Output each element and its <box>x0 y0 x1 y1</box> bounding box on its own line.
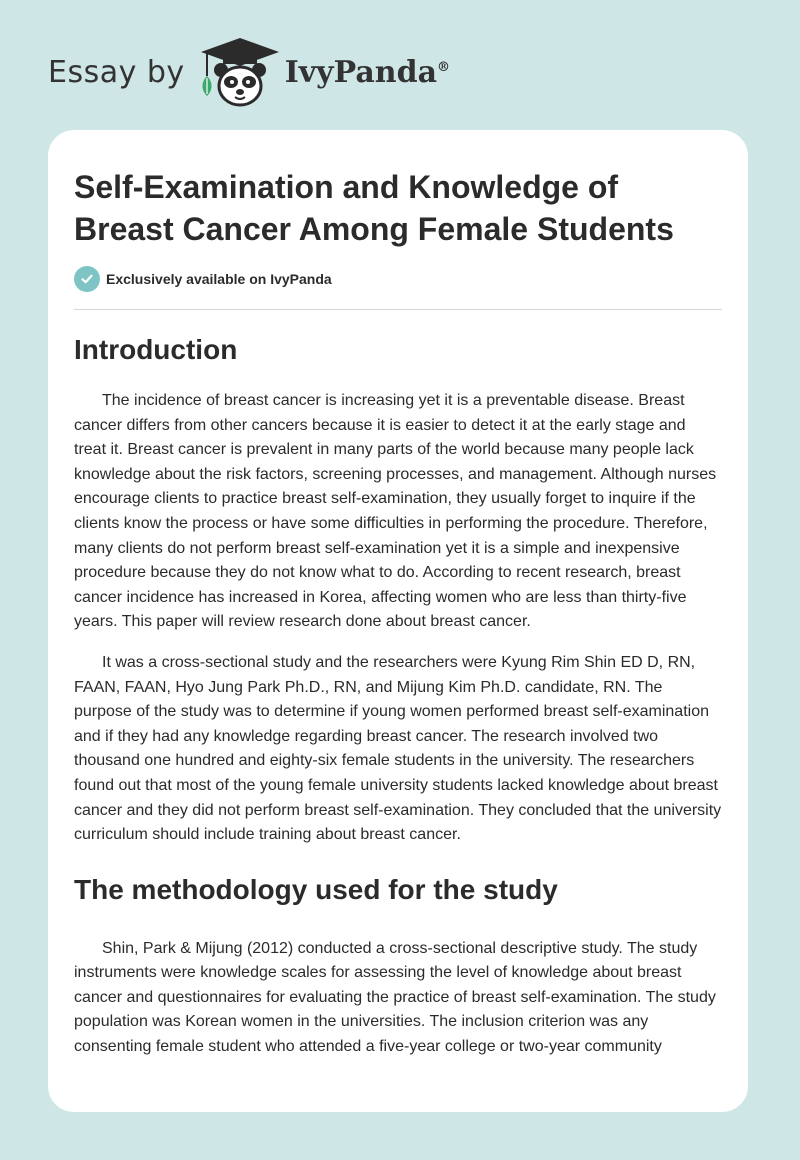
brand-name[interactable] <box>285 55 450 90</box>
brand-prefix: Essay by <box>48 54 185 90</box>
exclusive-badge-text: Exclusively available on IvyPanda <box>106 271 332 287</box>
section-heading-introduction: Introduction <box>74 334 238 365</box>
section-heading-methodology: The methodology used for the study <box>74 873 558 905</box>
panda-graduate-icon[interactable] <box>199 36 281 108</box>
essay-title: Self-Examination and Knowledge of Breast Cancer Among Female Students <box>74 169 674 247</box>
essay-card <box>48 130 748 1112</box>
check-circle-icon <box>74 266 100 292</box>
intro-paragraph-2: It was a cross-sectional study and the researchers were Kyung Rim Shin ED D, RN, FAAN, FAAN, Hyo Jung Park Ph.D., RN, and Mijung Kim Ph.D. candidate, RN. The purpose of the study was to determine if young women performed breast self-examination and if they had any knowledge regarding breast cancer. The research involved two thousand one hundred and eighty-six female students in the university. The researchers found out that most of the young female university students lacked knowledge about breast cancer and they did not perform breast self-examination. They concluded that the university curriculum should include training about breast cancer. <box>74 653 722 844</box>
registered-mark: ® <box>437 59 451 75</box>
brand-name-text: IvyPanda <box>284 54 438 90</box>
site-header <box>48 36 450 108</box>
methodology-paragraph-1: Shin, Park & Mijung (2012) conducted a cross-sectional descriptive study. The study instruments were knowledge scales for assessing the level of knowledge about breast cancer and questionnaires for evaluating the practice of breast self-examination. The study population was Korean women in the universities. The inclusion criterion was any consenting female student who attended a five-year college or two-year community <box>74 939 716 1056</box>
title-divider <box>74 309 722 310</box>
intro-paragraph-1: The incidence of breast cancer is increasing yet it is a preventable disease. Breast cancer differs from other cancers because it is easier to detect it at the early stage and treat it. Breast cancer is prevalent in many parts of the world because many people lack knowledge about the risk factors, screening processes, and management. Although nurses encourage clients to practice breast self-examination, they usually forget to inquire if the clients know the process or have some difficulties in performing the procedure. Therefore, many clients do not perform breast self-examination yet it is a simple and inexpensive procedure because they do not know what to do. According to recent research, breast cancer incidence has increased in Korea, affecting women who are less than thirty-five years. This paper will review research done about breast cancer. <box>74 392 717 631</box>
exclusive-badge <box>74 266 722 292</box>
